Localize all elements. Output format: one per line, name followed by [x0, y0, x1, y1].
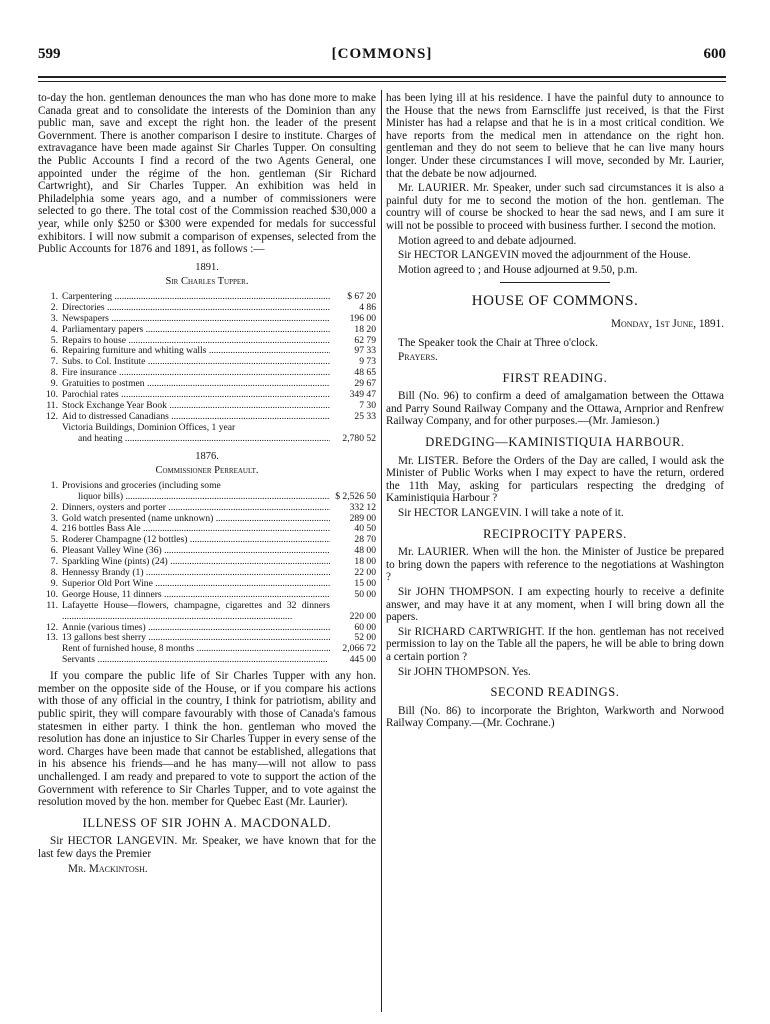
- paragraph: Bill (No. 96) to confirm a deed of amalgamation between the Ottawa and Parry Sound Railway Company and the Ottawa, Arnprior and Renfrew Railway Company, and for other purposes.—(Mr. Jamieson.): [386, 390, 724, 428]
- paragraph: Sir HECTOR LANGEVIN. Mr. Speaker, we have known that for the last few days the Premier: [38, 835, 376, 860]
- sitting-date: Monday, 1st June, 1891.: [611, 317, 724, 330]
- paragraph: Mr. LAURIER. When will the hon. the Minister of Justice be prepared to bring down the papers with reference to the negotiations at Washington ?: [386, 546, 724, 584]
- table-row: 6. Repairing furniture and whiting walls ..... 97 33: [38, 346, 376, 357]
- table-row: 6. Pleasant Valley Wine (36) ..... 48 00: [38, 546, 376, 557]
- table-row: and heating ..... 2,780 52: [38, 434, 376, 445]
- table-row: 12. Aid to distressed Canadians ..... 25 33: [38, 412, 376, 423]
- table-row: 8. Hennessy Brandy (1) ..... 22 00: [38, 568, 376, 579]
- expense-table-1891: [38, 292, 376, 423]
- table-row: 10. George House, 11 dinners ..... 50 00: [38, 590, 376, 601]
- table-row: 2. Dinners, oysters and porter ..... 332 12: [38, 503, 376, 514]
- table-row: 8. Fire insurance ..... 48 65: [38, 368, 376, 379]
- expense-table-1876-cont: [38, 623, 376, 667]
- paragraph: If you compare the public life of Sir Charles Tupper with any hon. member on the opposite side of the House, or if you compare his actions with those of any official in the country, I think for patriotism, ability and public spirit, they will compare favourably with those of Canada's famous statesmen in either party. I think the hon. gentleman who moved the resolution has done an injustice to Sir Charles Tupper in every sense of the word. Charges have been made that cannot be established, allegations that in his absence his friends—and he has many—will not allow to pass unchallenged. I am ready and prepared to vote to support the action of the Government with reference to Sir Charles Tupper, and to vote against the resolution moved by the hon. member for Quebec East (Mr. Laurier).: [38, 670, 376, 809]
- paragraph: Sir HECTOR LANGEVIN moved the adjournment of the House.: [398, 249, 691, 262]
- table-row: 2. Directories ..... 4 86: [38, 303, 376, 314]
- paragraph: Mr. LISTER. Before the Orders of the Day are called, I would ask the Minister of Public Works when I may expect to have the return, ordered the 11th May, asking for particulars respecting the dredging of Kaministiquia Harbour ?: [386, 454, 724, 505]
- paragraph: has been lying ill at his residence. I have the painful duty to announce to the House that the news from Earnscliffe just received, is that the First Minister has had a relapse and that he is in a most critical condition. We have reports from the medical men in attendance on the right hon. gentleman and they do not seem to believe that he can live many hours longer. Under these circumstances I will move, seconded by Mr. Laurier, that the debate be now adjourned.: [386, 92, 724, 180]
- section-heading: FIRST READING.: [502, 370, 608, 385]
- table-row: 4. Parliamentary papers ..... 18 20: [38, 325, 376, 336]
- table-row: liquor bills) ..... $ 2,526 50: [38, 492, 376, 503]
- table-row: 5. Roderer Champagne (12 bottles) ..... 28 70: [38, 535, 376, 546]
- table-year: 1891.: [195, 261, 219, 273]
- left-column: [38, 92, 376, 875]
- table-subject: Sir Charles Tupper.: [165, 276, 249, 288]
- footer-speaker-name: Mr. Mackintosh.: [68, 862, 148, 875]
- table-subject: Commissioner Perreault.: [155, 465, 259, 477]
- paragraph: Motion agreed to ; and House adjourned at 9.50, p.m.: [398, 263, 638, 276]
- section-heading: ILLNESS OF SIR JOHN A. MACDONALD.: [82, 815, 332, 830]
- section-rule: [500, 282, 610, 283]
- paragraph: to-day the hon. gentleman denounces the man who has done more to make Canada great and to consolidate the interests of the Dominion than any public man, save and except the right hon. the leader of the present Government. There is another comparison I desire to institute. Charges of extravagance have been made against Sir Charles Tupper. On consulting the Public Accounts I find a record of the two Agents General, one appointed under the régime of the hon. gentleman (Sir Richard Cartwright), and Sir Charles Tupper. An exhibition was held in Philadelphia some years ago, and a number of commissioners were selected to go there. The total cost of the Commission reached $30,000 a year, while only $250 or $300 were expended for medals for successful exhibitors. I will now submit a comparison of expenses, selected from the Public Accounts for 1876 and 1891, as follows :—: [38, 92, 376, 256]
- paragraph: Mr. LAURIER. Mr. Speaker, under such sad circumstances it is also a painful duty for me to second the motion of the hon. gentleman. The country will of course be shocked to hear the sad news, and I am sure it will not be possible to proceed with business further. I second the motion.: [386, 182, 724, 232]
- paragraph: The Speaker took the Chair at Three o'clock.: [398, 336, 599, 349]
- table-row: 7. Subs. to Col. Institute ..... 9 73: [38, 357, 376, 368]
- table-row: 9. Superior Old Port Wine ..... 15 00: [38, 579, 376, 590]
- paragraph: Motion agreed to and debate adjourned.: [398, 234, 577, 247]
- table-row: 1. Provisions and groceries (including some: [50, 479, 221, 491]
- table-row: Victoria Buildings, Dominion Offices, 1 year: [62, 422, 236, 433]
- page-running-title: [COMMONS]: [331, 46, 433, 62]
- header-rule: [38, 76, 726, 78]
- table-row: 3. Newspapers ..... 196 00: [38, 314, 376, 325]
- table-row: 13. 13 gallons best sherry ..... 52 00: [38, 633, 376, 644]
- header-rule-thin: [38, 81, 726, 82]
- paragraph: Bill (No. 86) to incorporate the Brighton, Warkworth and Norwood Railway Company.—(Mr. Cochrane.): [386, 704, 724, 730]
- table-row: Rent of furnished house, 8 months ..... 2,066 72: [38, 644, 376, 655]
- table-row: 10. Parochial rates ..... 349 47: [38, 390, 376, 401]
- section-heading: DREDGING—KAMINISTIQUIA HARBOUR.: [425, 435, 685, 450]
- table-row: 11. Stock Exchange Year Book ..... 7 30: [38, 401, 376, 412]
- table-year: 1876.: [195, 450, 219, 462]
- page-number-left: 599: [38, 46, 61, 62]
- table-row: 5. Repairs to house ..... 62 79: [38, 336, 376, 347]
- section-heading: SECOND READINGS.: [490, 685, 620, 700]
- prayers-label: Prayers.: [398, 351, 438, 364]
- paragraph: Sir RICHARD CARTWRIGHT. If the hon. gentleman has not received permission to lay on the Table all the papers, he will be able to bring down a certain portion ?: [386, 625, 724, 663]
- paragraph: Sir JOHN THOMPSON. Yes.: [398, 665, 531, 678]
- paragraph: Sir HECTOR LANGEVIN. I will take a note of it.: [398, 507, 624, 520]
- table-row: 3. Gold watch presented (name unknown) ..... 289 00: [38, 514, 376, 525]
- table-row: 1. Carpentering ..... $ 67 20: [38, 292, 376, 303]
- right-column: [386, 92, 724, 732]
- table-row: Servants ..... 445 00: [38, 655, 376, 666]
- table-row: 9. Gratuities to postmen ..... 29 67: [38, 379, 376, 390]
- table-row: 4. 216 bottles Bass Ale ..... 40 50: [38, 524, 376, 535]
- column-divider: [381, 90, 382, 1012]
- table-row: 7. Sparkling Wine (pints) (24) ..... 18 00: [38, 557, 376, 568]
- table-row: 12. Annie (various times) ..... 60 00: [38, 623, 376, 634]
- section-heading: RECIPROCITY PAPERS.: [483, 526, 627, 541]
- sitting-heading: HOUSE OF COMMONS.: [471, 293, 639, 310]
- page-header: [38, 46, 726, 68]
- expense-table-1876: [38, 503, 376, 601]
- table-row: 11. Lafayette House—flowers, champagne, cigarettes and 32 dinners ..... 220 00: [38, 601, 376, 623]
- page-number-right: 600: [703, 46, 726, 62]
- paragraph: Sir JOHN THOMPSON. I am expecting hourly to receive a definite answer, and may have it at any moment, when I will bring down all the papers.: [386, 586, 724, 624]
